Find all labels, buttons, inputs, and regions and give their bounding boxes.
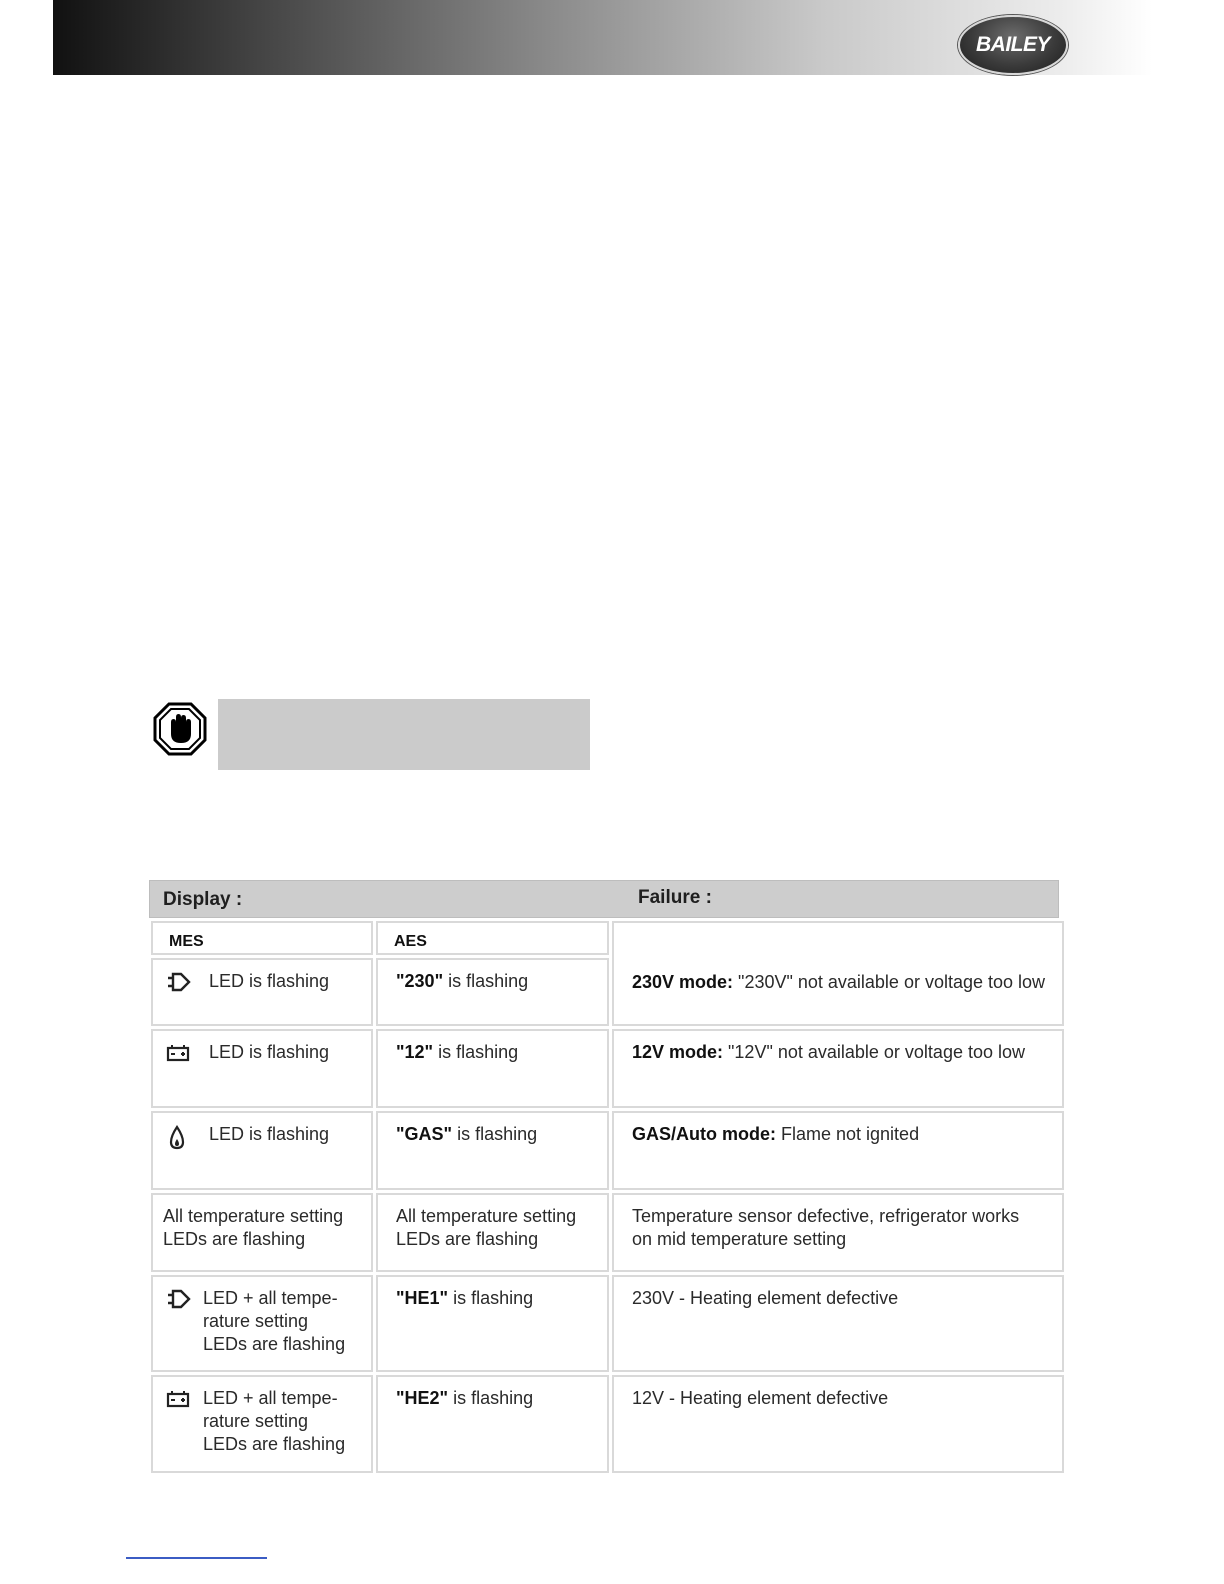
failure-cell: 12V mode: "12V" not available or voltage too low [612,1029,1064,1108]
mes-cell: LED is flashing [151,1029,373,1108]
mes-cell: LED + all tempe- rature setting LEDs are flashing [151,1275,373,1372]
logo-text: BAILEY [975,33,1050,56]
failure-cell: Temperature sensor defective, refrigerator works on mid temperature setting [612,1193,1064,1272]
battery-icon [165,1042,193,1064]
flame-icon [165,1124,193,1146]
footer-rule [126,1557,267,1559]
mes-cell: LED is flashing [151,958,373,1026]
failure-cell: 230V - Heating element defective [612,1275,1064,1372]
table-header [149,880,1059,918]
failure-cell: 230V mode: "230V" not available or voltage too low [612,921,1064,1026]
header-failure: Failure : [638,887,712,908]
stop-hand-icon [153,702,207,756]
aes-cell: "230" is flashing [376,958,609,1026]
plug-icon [165,971,193,993]
failure-cell: 12V - Heating element defective [612,1375,1064,1473]
failure-table [149,880,1059,1476]
failure-cell: GAS/Auto mode: Flame not ignited [612,1111,1064,1190]
plug-icon [165,1288,193,1310]
warning-box [218,699,590,770]
aes-cell: All temperature setting LEDs are flashing [376,1193,609,1272]
mes-cell: LED is flashing [151,1111,373,1190]
col-aes: AES [376,921,609,955]
aes-cell: "HE2" is flashing [376,1375,609,1473]
mes-cell: LED + all tempe- rature setting LEDs are flashing [151,1375,373,1473]
col-mes: MES [151,921,373,955]
header-display: Display : [163,889,243,910]
aes-cell: "12" is flashing [376,1029,609,1108]
mes-cell: All temperature setting LEDs are flashing [151,1193,373,1272]
aes-cell: "GAS" is flashing [376,1111,609,1190]
bailey-logo [958,15,1068,75]
aes-cell: "HE1" is flashing [376,1275,609,1372]
failure-grid [148,918,1067,1476]
battery-icon [165,1388,193,1410]
